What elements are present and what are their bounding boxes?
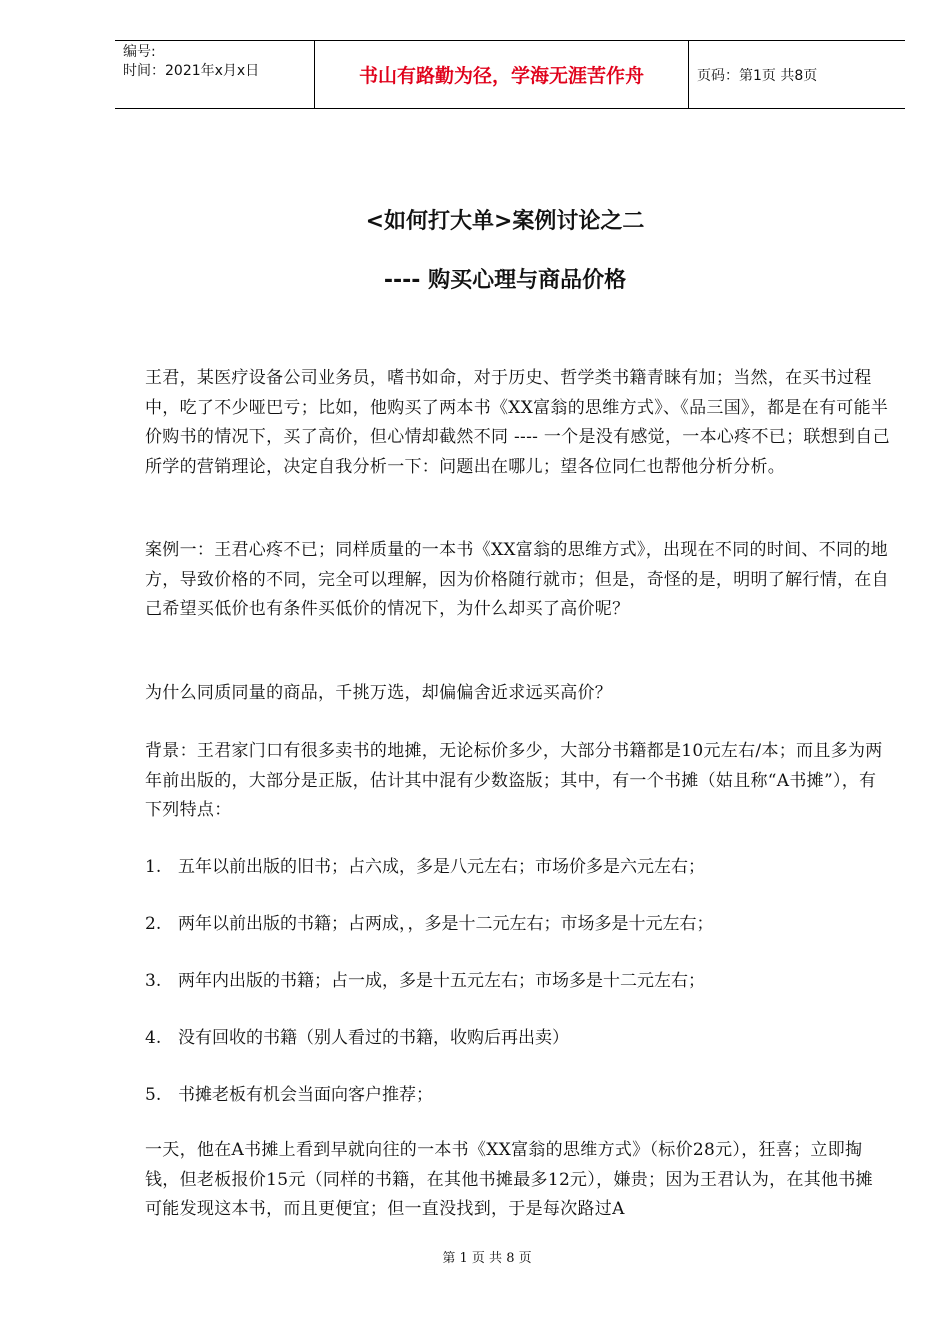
story-paragraph: 一天，他在A书摊上看到早就向往的一本书《XX富翁的思维方式》（标价28元），狂喜；立即掏钱，但老板报价15元（同样的书籍，在其他书摊最多12元），嫌贵；因为王君认为，在其他书摊可能发现这本书，而且更便宜；但一直没找到，于是每次路过A <box>145 1140 873 1219</box>
list-item <box>145 853 705 882</box>
intro-paragraph: 王君，某医疗设备公司业务员，嗜书如命，对于历史、哲学类书籍青睐有加；当然，在买书过程中，吃了不少哑巴亏；比如，他购买了两本书《XX富翁的思维方式》、《品三国》，都是在有可能半价购书的情况下，买了高价，但心情却截然不同 ---- 一个是没有感觉，一本心疼不已；联想到自己所学的营销理论，决定自我分析一下：问题出在哪儿；望各位同仁也帮他分析分析。 <box>145 368 890 477</box>
list-item <box>145 910 714 939</box>
list-item-number: 5. <box>145 1085 162 1105</box>
page-header <box>115 40 905 109</box>
list-item-text: 没有回收的书籍（别人看过的书籍，收购后再出卖） <box>178 1028 569 1048</box>
header-meta <box>115 41 315 108</box>
time-label: 时间：2021年x月x日 <box>123 63 260 79</box>
header-motto: 书山有路勤为径，学海无涯苦作舟 <box>315 41 689 108</box>
id-label: 编号: <box>123 44 156 60</box>
list-item <box>145 1024 569 1053</box>
page-footer: 第 1 页 共 8 页 <box>442 1251 532 1266</box>
list-item-number: 3. <box>145 971 162 991</box>
list-item-text: 两年内出版的书籍；占一成，多是十五元左右；市场多是十二元左右； <box>178 971 705 991</box>
document-subtitle: ---- 购买心理与商品价格 <box>383 268 627 293</box>
document-title: <如何打大单>案例讨论之二 <box>365 209 645 234</box>
question-paragraph: 为什么同质同量的商品，千挑万选，却偏偏舍近求远买高价？ <box>145 683 613 703</box>
background-paragraph: 背景：王君家门口有很多卖书的地摊，无论标价多少，大部分书籍都是10元左右/本；而且多为两年前出版的，大部分是正版，估计其中混有少数盗版；其中，有一个书摊（姑且称“A书摊”），有下列特点： <box>145 741 883 820</box>
list-item <box>145 1081 433 1110</box>
list-item-text: 五年以前出版的旧书；占六成，多是八元左右；市场价多是六元左右； <box>178 857 705 877</box>
list-item-text: 书摊老板有机会当面向客户推荐； <box>178 1085 433 1105</box>
list-item-number: 2. <box>145 914 162 934</box>
case-one-paragraph: 案例一：王君心疼不已；同样质量的一本书《XX富翁的思维方式》，出现在不同的时间、不同的地方，导致价格的不同，完全可以理解，因为价格随行就市；但是，奇怪的是，明明了解行情，在自己希望买低价也有条件买低价的情况下，为什么却买了高价呢？ <box>145 540 889 619</box>
list-item-number: 1. <box>145 857 162 877</box>
list-item <box>145 967 705 996</box>
list-item-text: 两年以前出版的书籍；占两成，，多是十二元左右；市场多是十元左右； <box>178 914 714 934</box>
header-page-label: 页码：第1页 共8页 <box>697 67 818 84</box>
list-item-number: 4. <box>145 1028 162 1048</box>
